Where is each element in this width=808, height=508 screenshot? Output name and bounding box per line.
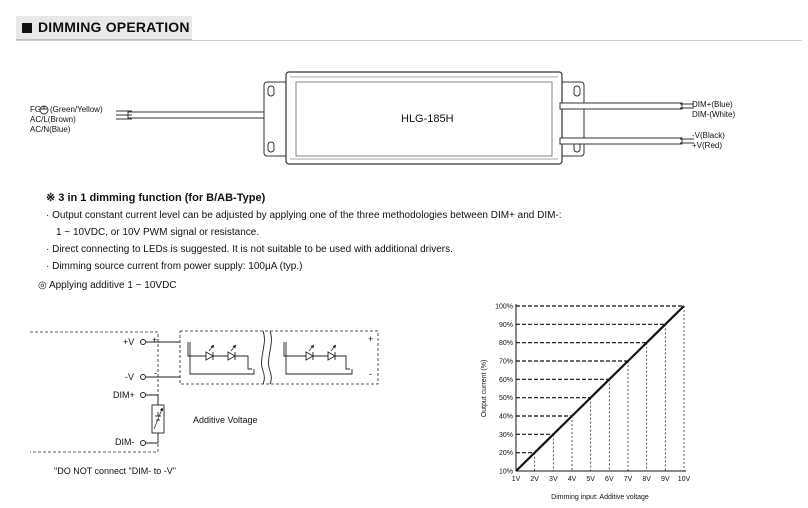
circuit-plus-v-label: +V — [123, 337, 135, 347]
x-tick-label: 4V — [567, 476, 577, 483]
led-string-1-return — [190, 342, 254, 374]
y-tick-label: 80% — [498, 340, 513, 348]
y-axis-label: Output current (%) — [481, 359, 488, 418]
additive-voltage-label: Additive Voltage — [193, 415, 258, 425]
power-cable — [560, 138, 682, 144]
wire-label-plus-v: +V(Red) — [692, 141, 723, 150]
do-not-connect-warning: "DO NOT connect "DIM- to -V" — [54, 466, 176, 476]
led-emission-arrow — [309, 346, 313, 351]
bullet-direct-connect: · Direct connecting to LEDs is suggested. It is not suitable to be used with additional drivers. — [46, 244, 453, 255]
x-tick-label: 10V — [677, 476, 691, 483]
wire-label-minus-v: -V(Black) — [692, 131, 725, 140]
led-box-plus-sign: + — [368, 334, 374, 344]
y-tick-label: 30% — [498, 431, 513, 439]
led-string-2 — [284, 342, 350, 369]
wire-dim-minus — [146, 433, 158, 443]
terminal-dim-plus — [141, 393, 146, 398]
break-mark — [262, 331, 265, 384]
circuit-diagram — [30, 320, 430, 480]
y-tick-label: 20% — [498, 450, 513, 458]
psu-boundary — [30, 332, 158, 452]
y-tick-label: 50% — [498, 395, 513, 403]
x-tick-label: 1V — [511, 476, 521, 483]
wire-label-green-yellow: (Green/Yellow) — [50, 105, 103, 114]
terminal-minus-v — [141, 375, 146, 380]
circuit-dim-minus-label: DIM- — [115, 437, 135, 447]
wire-label-ac-n: AC/N(Blue) — [30, 125, 71, 134]
title-underline — [16, 40, 802, 41]
fg-label: FG — [30, 105, 42, 114]
bullet-methods: · Output constant current level can be adjusted by applying one of the three methodologies between DIM+ and DIM-: — [46, 210, 562, 221]
led-diode-icon — [328, 352, 335, 360]
psu-model-label: HLG-185H — [401, 113, 454, 125]
section-title: DIMMING OPERATION — [38, 19, 190, 35]
led-box-minus-sign: - — [369, 369, 372, 379]
led-emission-arrow — [231, 346, 235, 351]
y-tick-label: 100% — [495, 303, 513, 311]
bullet-methods-cont: 1 ~ 10VDC, or 10V PWM signal or resistance. — [56, 227, 260, 238]
y-tick-label: 70% — [498, 358, 513, 366]
flange-hole-tr — [574, 86, 580, 96]
wire-label-dim-plus: DIM+(Blue) — [692, 100, 733, 109]
y-tick-label: 40% — [498, 413, 513, 421]
x-tick-label: 6V — [605, 476, 614, 483]
title-square-icon — [22, 23, 32, 33]
circuit-dim-plus-label: DIM+ — [113, 390, 135, 400]
led-diode-icon — [206, 352, 213, 360]
section-title-bar — [16, 16, 192, 40]
dimming-curve-chart — [470, 296, 710, 508]
led-diode-icon — [306, 352, 313, 360]
y-tick-label: 90% — [498, 321, 513, 329]
led-string-1 — [188, 342, 252, 369]
led-emission-arrow — [331, 346, 335, 351]
x-tick-label: 8V — [642, 476, 651, 483]
terminal-dim-minus — [141, 441, 146, 446]
circuit-minus-sign: - — [154, 368, 157, 378]
x-tick-label: 5V — [586, 476, 595, 483]
wire-dim-plus — [146, 395, 158, 405]
x-tick-label: 9V — [661, 476, 670, 483]
circuit-plus-sign: + — [152, 335, 158, 345]
x-tick-label: 2V — [530, 476, 539, 483]
x-tick-label: 7V — [623, 476, 633, 483]
x-axis-label: Dimming input: Additive voltage — [551, 494, 649, 501]
wire-label-ac-l: AC/L(Brown) — [30, 115, 76, 124]
y-tick-label: 60% — [498, 376, 513, 384]
flange-hole-bl — [268, 142, 274, 152]
wire-label-dim-minus: DIM-(White) — [692, 110, 736, 119]
led-string-2-return — [286, 342, 352, 374]
terminal-plus-v — [141, 340, 146, 345]
dimming-curve-line — [516, 306, 684, 471]
led-diode-icon — [228, 352, 235, 360]
bullet-source-current: · Dimming source current from power supply: 100μA (typ.) — [46, 261, 303, 272]
dimming-heading: ※ 3 in 1 dimming function (for B/AB-Type) — [46, 192, 266, 204]
circuit-minus-v-label: -V — [125, 372, 134, 382]
flange-hole-tl — [268, 86, 274, 96]
led-emission-arrow — [209, 346, 213, 351]
break-mark — [269, 331, 272, 384]
x-tick-label: 3V — [549, 476, 558, 483]
additive-subheading: ◎ Applying additive 1 ~ 10VDC — [38, 280, 177, 291]
dim-cable — [560, 103, 682, 109]
y-tick-label: 10% — [498, 468, 513, 476]
